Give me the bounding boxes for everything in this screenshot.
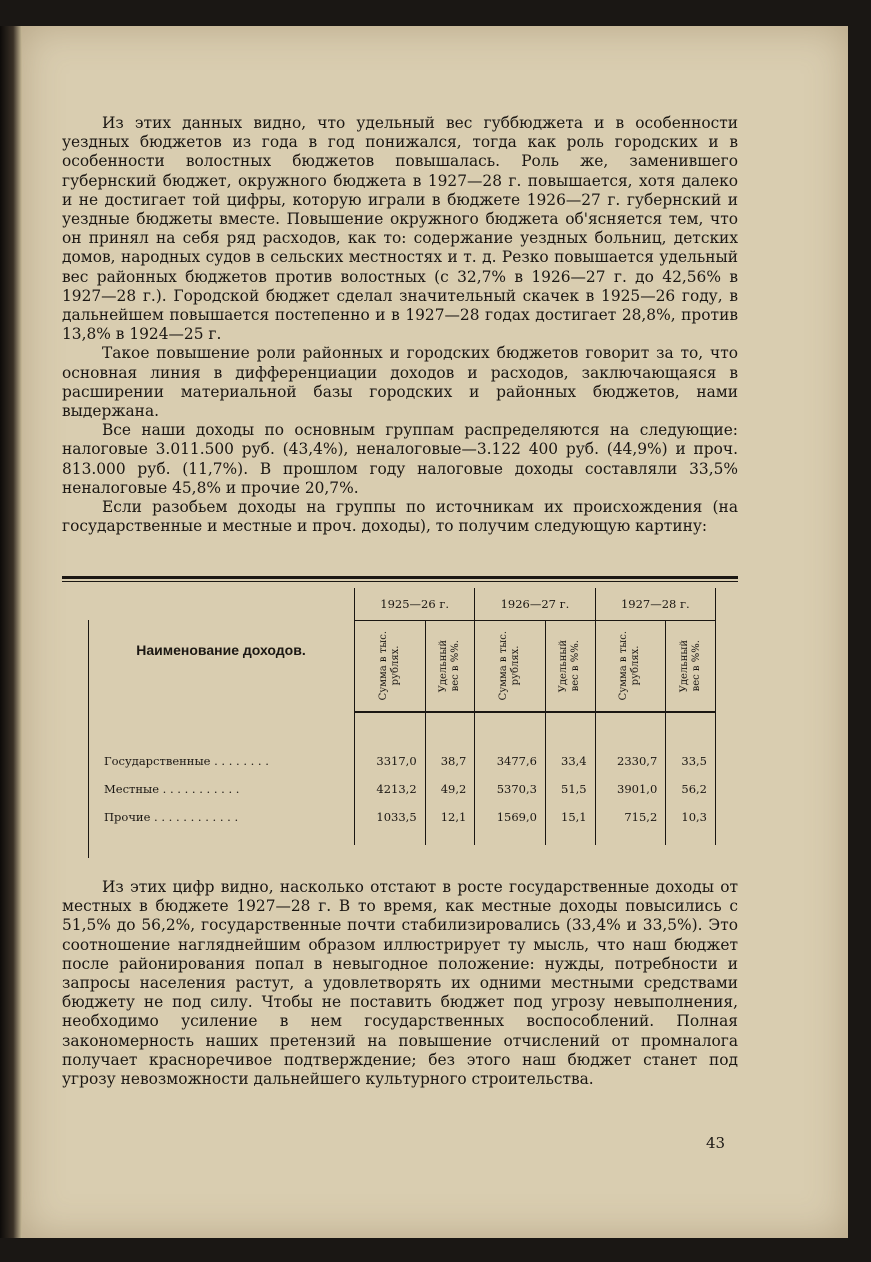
cell: 12,1 <box>425 803 475 831</box>
cell: 38,7 <box>425 747 475 775</box>
paragraph: Из этих данных видно, что удельный вес губбюджета и в особенности уездных бюджетов из года в год понижался, тогда как роль городских и в особенности волостных бюджетов повышалась. Роль же, заменившего губернский бюджет, окружного бюджета в 1927—28 г. повышается, хотя далеко и не достигает той цифры, которую играли в бюджете 1926—27 г. губернский и уездные бюджеты вместе. Повышение окружного бюджета об'ясняется тем, что он принял на себя ряд расходов, как то: содержание уездных больниц, детских домов, народных судов в сельских местностях и т. д. Резко повышается удельный вес районных бюджетов против волостных (с 32,7% в 1926—27 г. до 42,56% в 1927—28 г.). Городской бюджет сделал значительный скачек в 1925—26 году, в дальнейшем повышается постепенно и в 1927—28 годах достигает 28,8%, против 13,8% в 1924—25 г. <box>62 114 738 344</box>
cell: 10,3 <box>666 803 716 831</box>
cell: 5370,3 <box>475 775 546 803</box>
paragraph: Все наши доходы по основным группам распределяются на следующие: налоговые 3.011.500 руб. (43,4%), неналоговые—3.122 400 руб. (44,9%) и проч. 813.000 руб. (11,7%). В прошлом году налоговые доходы составляли 33,5% неналоговые 45,8% и прочие 20,7%. <box>62 421 738 497</box>
table-top-rule-thin <box>62 581 738 582</box>
subheader-sum: Сумма в тыс. рублях. <box>595 621 666 713</box>
subheader-share: Удельный вес в %%. <box>545 621 595 713</box>
table-row <box>88 747 716 775</box>
cell: 1569,0 <box>475 803 546 831</box>
table-spacer <box>88 712 716 747</box>
table-spacer <box>88 831 716 845</box>
cell: 1033,5 <box>355 803 426 831</box>
year-header: 1927—28 г. <box>595 588 715 621</box>
paragraph: Такое повышение роли районных и городских бюджетов говорит за то, что основная линия в дифференциации доходов и расходов, заключающаяся в расширении материальной базы городских и районных бюджетов, нами выдержана. <box>62 344 738 421</box>
row-label: Местные . . . . . . . . . . . <box>88 775 355 803</box>
subheader-sum: Сумма в тыс. рублях. <box>475 621 546 713</box>
table-row <box>88 775 716 803</box>
paragraph: Из этих цифр видно, насколько отстают в росте государственные доходы от местных в бюджете 1927—28 г. В то время, как местные доходы повысились с 51,5% до 56,2%, государственные почти стабилизировались (33,4% и 33,5%). Это соотношение нагляднейшим образом иллюстрирует ту мысль, что наш бюджет после районирования попал в невыгодное положение: нужды, потребности и запросы населения растут, а удовлетворять их одними местными средствами бюджету не под силу. Чтобы не поставить бюджет под угрозу невыполнения, необходимо усиление в нем государственных воспособлений. Полная закономерность наших претензий на повышение отчислений от промналога получает красноречивое подтверждение; без этого наш бюджет станет под угрозу невозможности дальнейшего культурного строительства. <box>62 878 738 1089</box>
page-number: 43 <box>706 1134 726 1152</box>
cell: 51,5 <box>545 775 595 803</box>
table-top-rule <box>62 576 738 579</box>
cell: 56,2 <box>666 775 716 803</box>
row-label: Государственные . . . . . . . . <box>88 747 355 775</box>
cell: 3901,0 <box>595 775 666 803</box>
data-table <box>88 588 716 845</box>
cell: 33,4 <box>545 747 595 775</box>
subheader-sum: Сумма в тыс. рублях. <box>355 621 426 713</box>
cell: 715,2 <box>595 803 666 831</box>
year-header: 1926—27 г. <box>475 588 595 621</box>
cell: 49,2 <box>425 775 475 803</box>
paragraph: Если разобьем доходы на группы по источникам их происхождения (на государственные и местные и проч. доходы), то получим следующую картину: <box>62 498 738 536</box>
cell: 2330,7 <box>595 747 666 775</box>
cell: 15,1 <box>545 803 595 831</box>
cell: 3317,0 <box>355 747 426 775</box>
subheader-share: Удельный вес в %%. <box>425 621 475 713</box>
income-table <box>62 576 738 866</box>
column-header-name: Наименование доходов. <box>88 588 355 712</box>
text-block-top <box>62 114 738 536</box>
subheader-share: Удельный вес в %%. <box>666 621 716 713</box>
text-block-bottom <box>62 878 738 1089</box>
cell: 4213,2 <box>355 775 426 803</box>
cell: 3477,6 <box>475 747 546 775</box>
table-row <box>88 803 716 831</box>
cell: 33,5 <box>666 747 716 775</box>
book-spine <box>0 26 22 1238</box>
row-label: Прочие . . . . . . . . . . . . <box>88 803 355 831</box>
year-header: 1925—26 г. <box>355 588 475 621</box>
book-page <box>22 26 848 1238</box>
